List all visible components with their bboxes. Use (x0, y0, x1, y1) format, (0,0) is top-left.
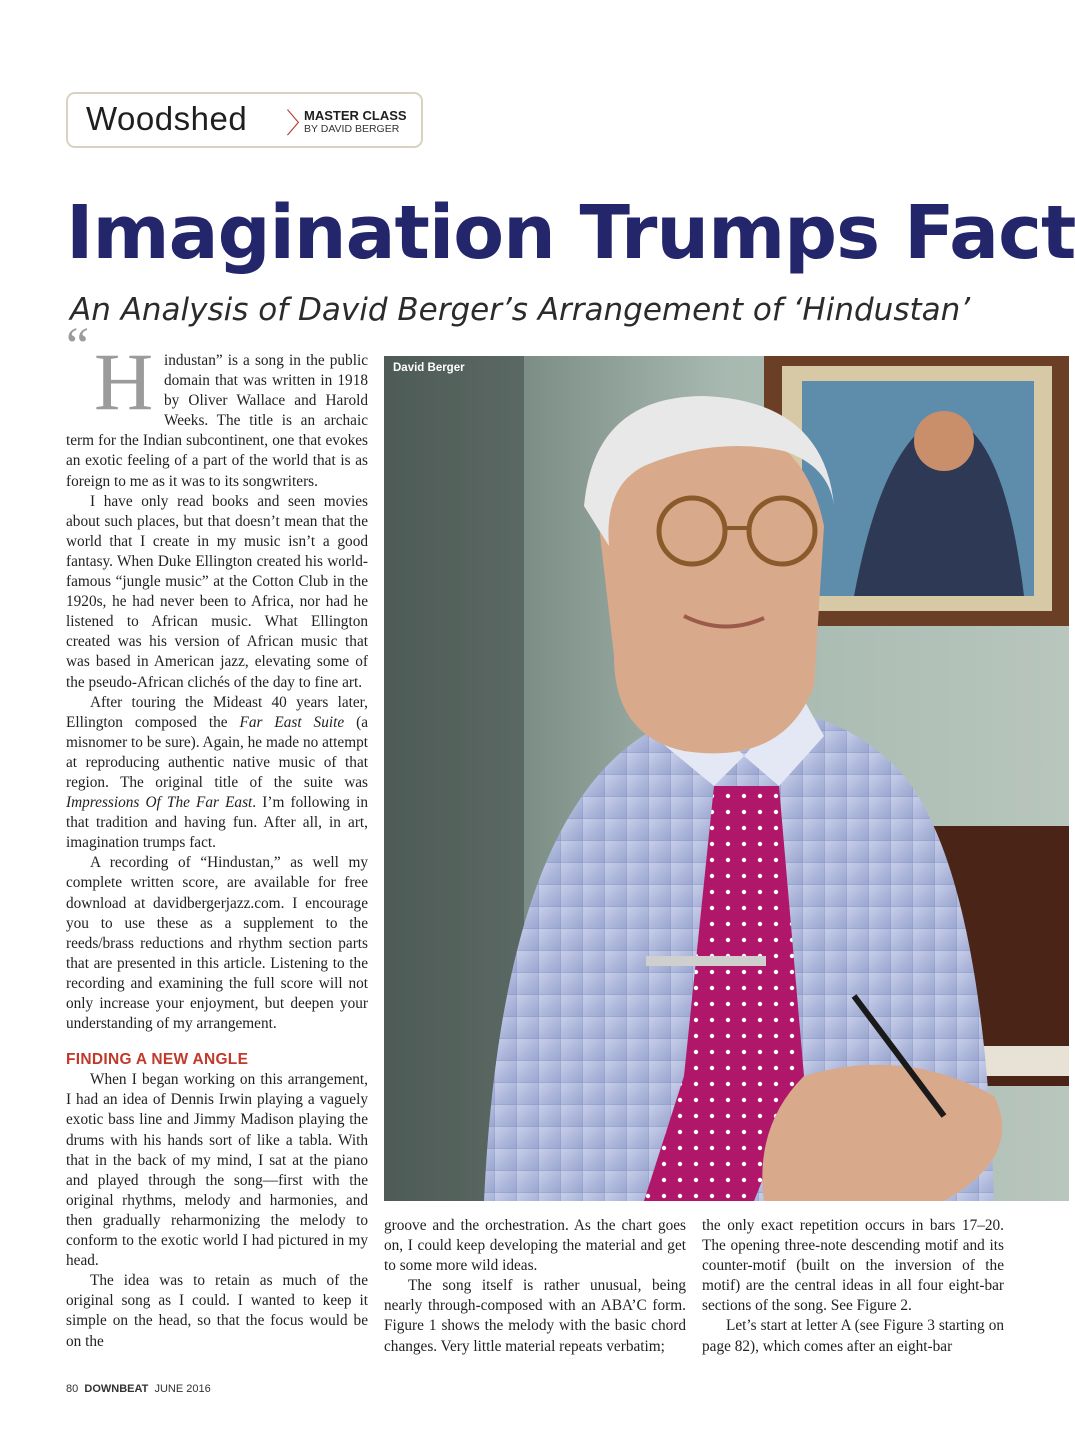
portrait-illustration (384, 356, 1069, 1201)
paragraph-2: I have only read books and seen movies about such places, but that doesn’t mean that the world that I create in my music isn’t a good fantasy. When Duke Ellington created his world-famous “jungle music” at the Cotton Club in the 1920s, he had never been to Africa, nor had he listened to African music. What Ellington created was his version of African music that was based in American jazz, elevating some of the pseudo-African clichés of the day to fine art. (66, 492, 368, 691)
paragraph-3-text-a: After touring the Mideast 40 years later, Ellington composed the (66, 693, 368, 731)
section-name: Woodshed (86, 100, 248, 137)
drop-cap-letter: H (94, 336, 154, 427)
column-3 (702, 1216, 1004, 1361)
paragraph-3-text-c: . I’m following in that tradition and having fun. After all, in art, imagination trumps fact. (66, 794, 368, 852)
section-header (66, 92, 423, 148)
subhead: FINDING A NEW ANGLE (66, 1051, 249, 1069)
magazine-name: DOWNBEAT (84, 1383, 149, 1395)
column-2-paragraph-2: The song itself is rather unusual, being nearly through-composed with an ABA’C form. Figure 1 shows the melody with the basic chord changes. Very little material repeats verbatim; (384, 1277, 686, 1355)
issue-date: JUNE 2016 (154, 1383, 211, 1395)
column-2-paragraph-1: groove and the orchestration. As the chart goes on, I could keep developing the material and get to some more wild ideas. (384, 1217, 686, 1275)
chevron-right-icon: 〉 (286, 108, 315, 139)
section-kicker: MASTER CLASS (304, 108, 407, 123)
drop-cap-quote: “ (66, 318, 90, 375)
paragraph-6: The idea was to retain as much of the original song as I could. I wanted to keep it simple on the head, so that the focus would be on the (66, 1272, 368, 1350)
headline: Imagination Trumps Fact (66, 190, 1075, 276)
section-byline: BY DAVID BERGER (304, 123, 400, 135)
page-number: 80 (66, 1383, 79, 1395)
column-3-paragraph-1: the only exact repetition occurs in bars 17–20. The opening three-note descending motif and its counter-motif (built on the inversion of the motif) are the central ideas in all four eight-bar sections of the song. See Figure 2. (702, 1217, 1004, 1315)
paragraph-3-title-2: Impressions Of The Far East (66, 794, 253, 812)
portrait-photo (384, 356, 1069, 1201)
paragraph-3-text-b: (a misnomer to be sure). Again, he made no attempt at reproducing authentic native music of that region. The original title of the suite was (66, 713, 368, 791)
paragraph-4: A recording of “Hindustan,” as well my complete written score, are available for free download at davidbergerjazz.com. I encourage you to use these as a supplement to the reeds/brass reductions and rhythm section parts that are presented in this article. Listening to the recording and examining the full score will not only increase your enjoyment, but deepen your understanding of my arrangement. (66, 854, 368, 1033)
column-3-paragraph-2: Let’s start at letter A (see Figure 3 starting on page 82), which comes after an eight-bar (702, 1317, 1004, 1355)
paragraph-5: When I began working on this arrangement, I had an idea of Dennis Irwin playing a vaguely exotic bass line and Jimmy Madison playing the drums with his hands sort of like a tabla. With that in the back of my mind, I sat at the piano and played through the song—first with the original rhythms, melody and harmonies, and then gradually reharmonizing the melody to conform to the exotic world I had pictured in my head. (66, 1071, 368, 1270)
photo-caption: David Berger (393, 362, 465, 374)
column-1 (66, 318, 368, 1361)
page-folio (66, 1383, 211, 1395)
drop-cap (66, 318, 162, 427)
paragraph-3 (66, 693, 368, 854)
deck-subtitle: An Analysis of David Berger’s Arrangement of ‘Hindustan’ (70, 292, 971, 328)
paragraph-1: industan” is a song in the public domain that was written in 1918 by Oliver Wallace and Harold Weeks. The title is an archaic term for the Indian subcontinent, one that evokes an exotic feeling of a part of the world that is as foreign to me as it was to its songwriters. (66, 352, 368, 490)
paragraph-3-title-1: Far East Suite (239, 713, 345, 731)
column-2 (384, 1216, 686, 1361)
